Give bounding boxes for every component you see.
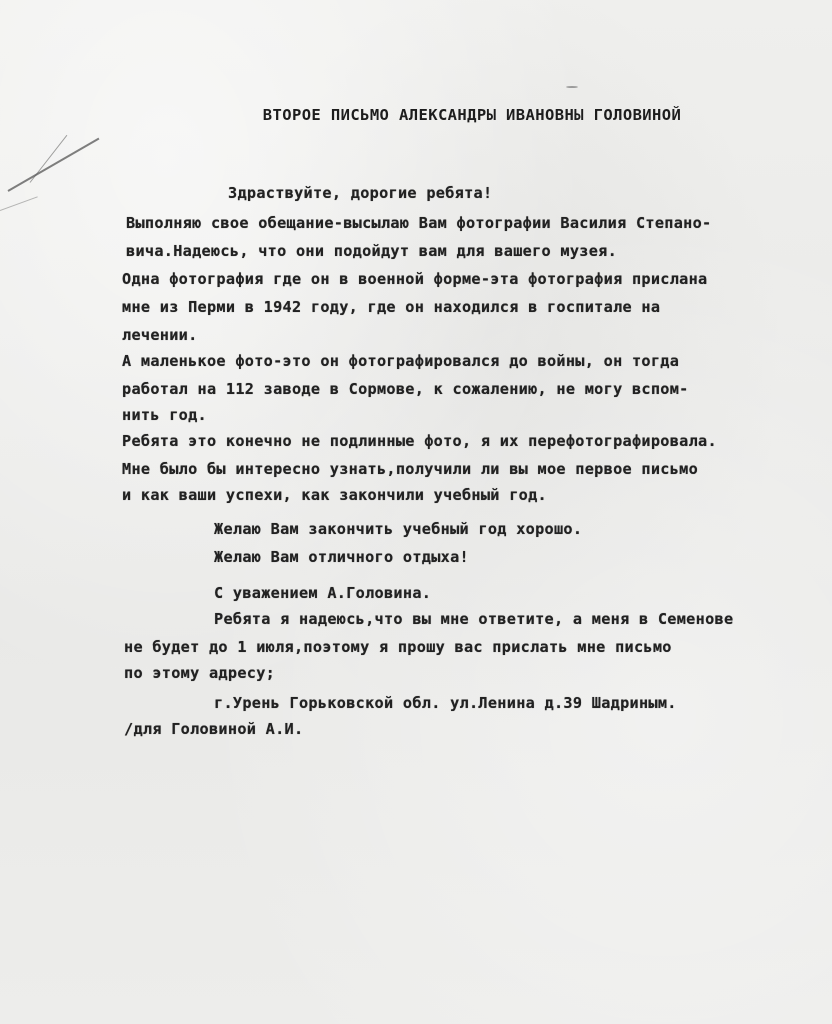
postscript-line: Ребята я надеюсь,что вы мне ответите, а меня в Семенове bbox=[214, 610, 734, 628]
wish-line: Желаю Вам закончить учебный год хорошо. bbox=[214, 520, 583, 538]
body-line: работал на 112 заводе в Сормове, к сожалению, не могу вспом- bbox=[122, 380, 689, 398]
body-line: и как ваши успехи, как закончили учебный год. bbox=[122, 486, 547, 504]
letter-title: ВТОРОЕ ПИСЬМО АЛЕКСАНДРЫ ИВАНОВНЫ ГОЛОВИНОЙ bbox=[262, 106, 682, 124]
body-line: нить год. bbox=[122, 406, 207, 424]
body-line: Мне было бы интересно узнать,получили ли вы мое первое письмо bbox=[122, 460, 699, 478]
paper-crease-mark bbox=[0, 196, 38, 211]
wish-line: Желаю Вам отличного отдыха! bbox=[214, 548, 469, 566]
signature: С уважением А.Головина. bbox=[214, 584, 432, 602]
address-line: г.Урень Горьковской обл. ул.Ленина д.39 Шадриным. bbox=[214, 694, 677, 712]
body-line: Одна фотография где он в военной форме-эта фотография прислана bbox=[122, 270, 708, 288]
paper-crease-mark bbox=[8, 138, 100, 192]
greeting: Здраствуйте, дорогие ребята! bbox=[228, 184, 493, 202]
body-line: вича.Надеюсь, что они подойдут вам для вашего музея. bbox=[126, 242, 618, 260]
body-line: А маленькое фото-это он фотографировался до войны, он тогда bbox=[122, 352, 680, 370]
postscript-line: не будет до 1 июля,поэтому я прошу вас прислать мне письмо bbox=[124, 638, 672, 656]
body-line: мне из Перми в 1942 году, где он находился в госпитале на bbox=[122, 298, 661, 316]
address-recipient: /для Головиной А.И. bbox=[124, 720, 304, 738]
ink-speck bbox=[566, 86, 578, 88]
body-line: лечении. bbox=[122, 326, 198, 344]
body-line: Выполняю свое обещание-высылаю Вам фотографии Василия Степано- bbox=[126, 214, 712, 232]
postscript-line: по этому адресу; bbox=[124, 664, 276, 682]
body-line: Ребята это конечно не подлинные фото, я их перефотографировала. bbox=[122, 432, 717, 450]
